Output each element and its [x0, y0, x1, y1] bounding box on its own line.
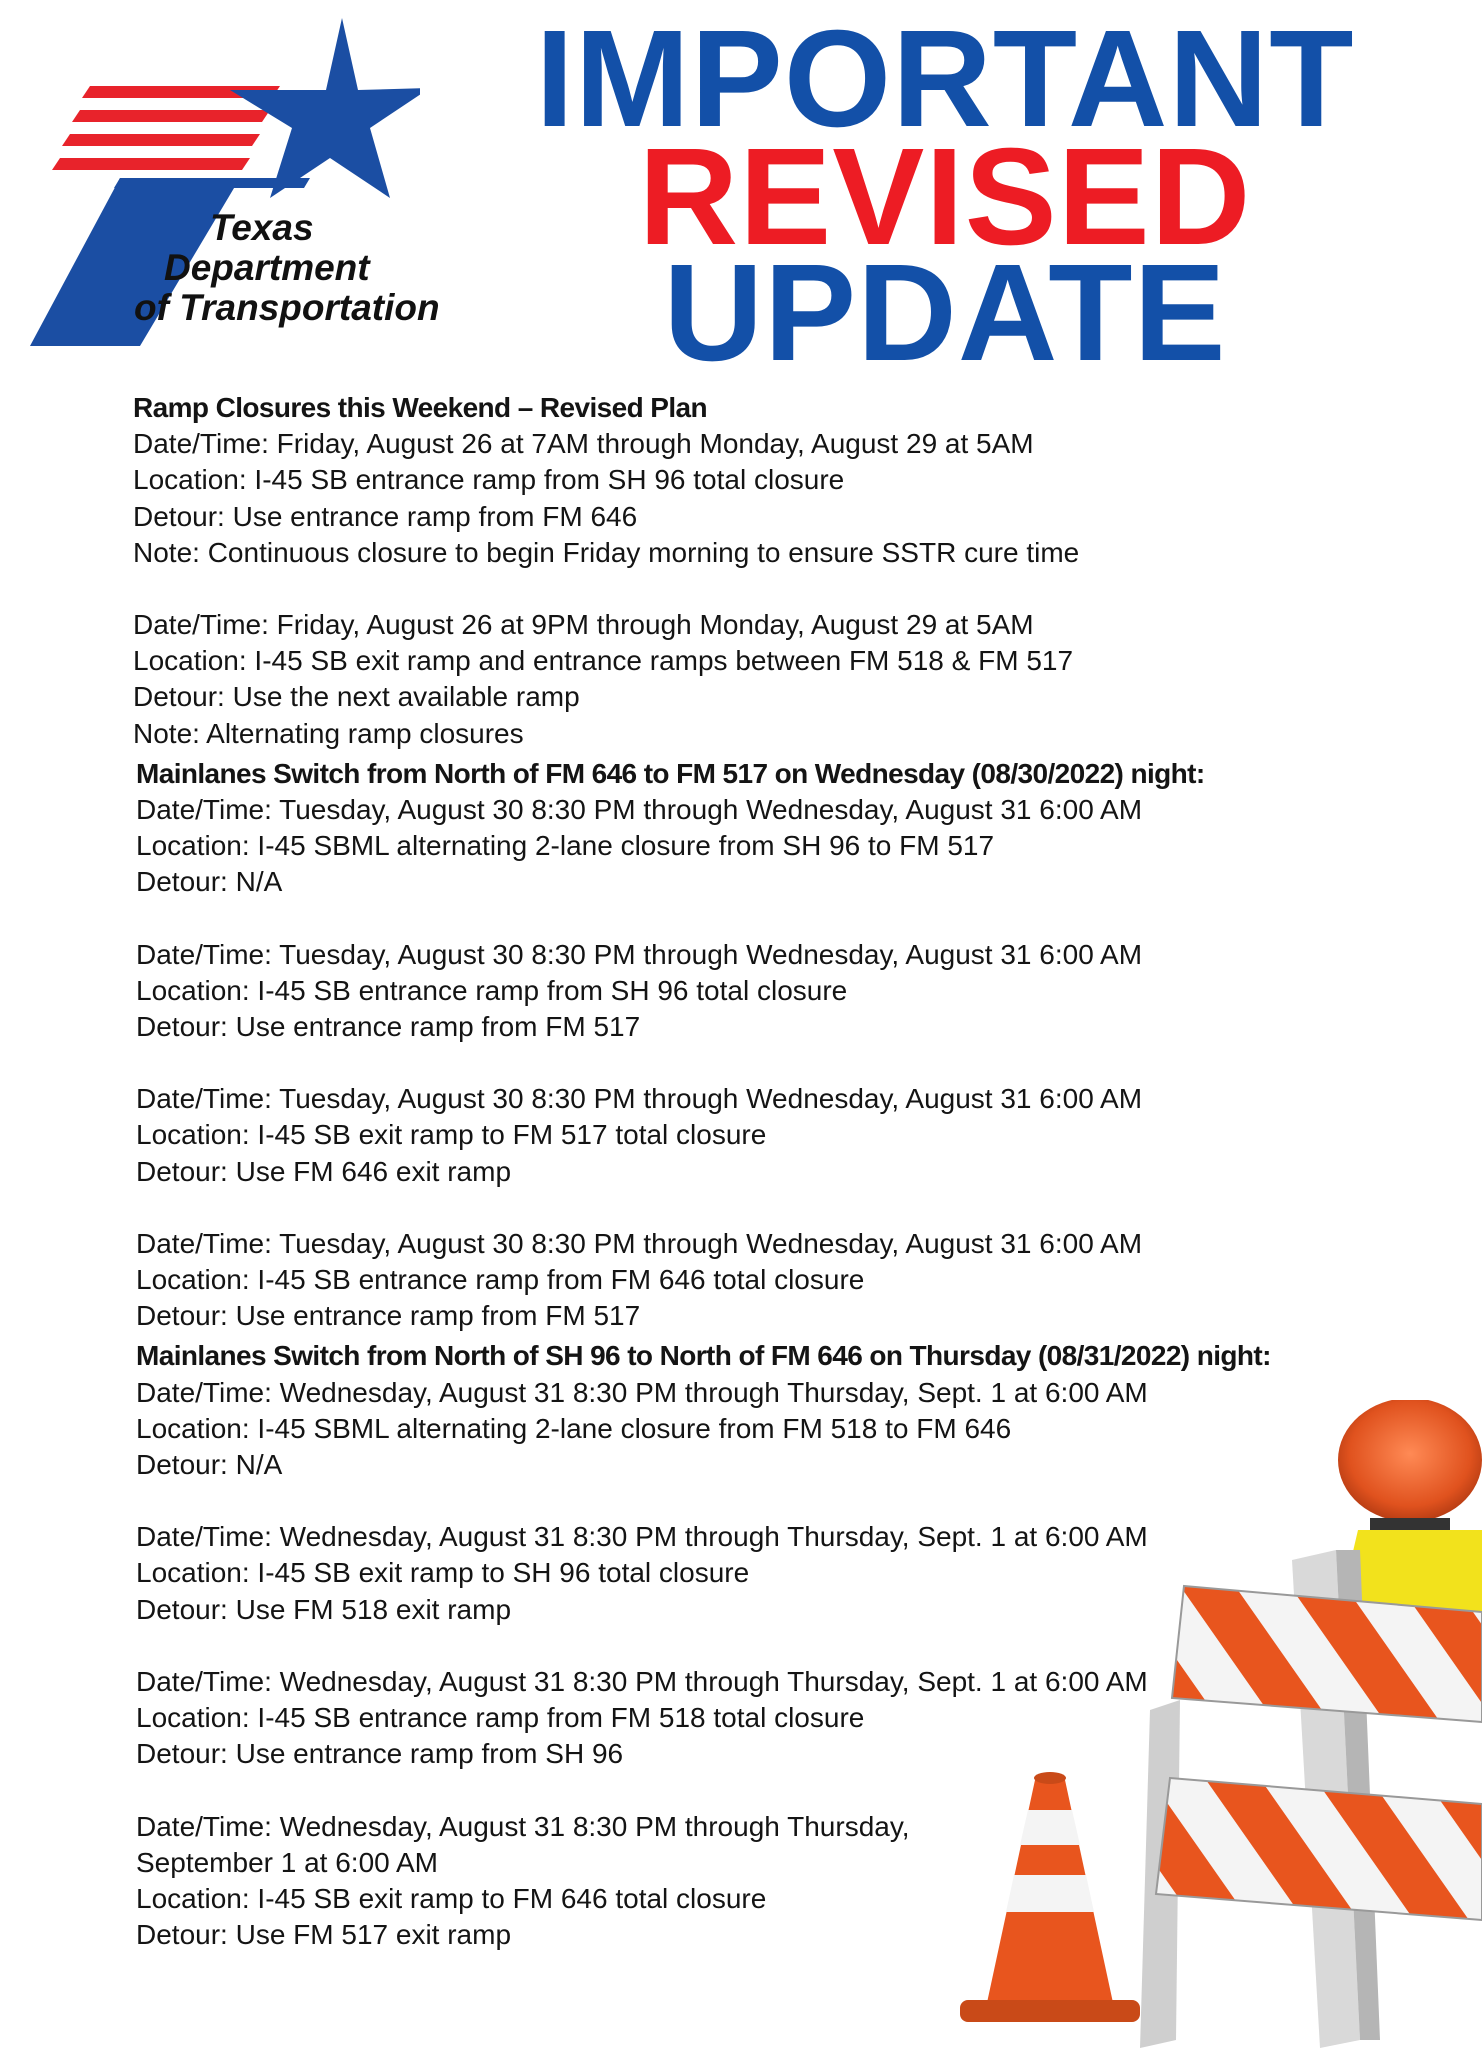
warning-light-icon: [1338, 1400, 1482, 1522]
closure-datetime: Date/Time: Wednesday, August 31 8:30 PM through Thursday, Sept. 1 at 6:00 AM: [136, 1665, 1148, 1697]
closure-detour: Detour: N/A: [136, 866, 283, 898]
closure-detour: Detour: Use entrance ramp from FM 517: [136, 1011, 641, 1043]
closure-detour: Detour: Use entrance ramp from FM 517: [136, 1300, 641, 1332]
section-heading-wednesday-switch: Mainlanes Switch from North of FM 646 to FM 517 on Wednesday (08/30/2022) night:: [136, 757, 1205, 789]
closure-datetime: Date/Time: Tuesday, August 30 8:30 PM through Wednesday, August 31 6:00 AM: [136, 938, 1143, 970]
closure-datetime: Date/Time: Wednesday, August 31 8:30 PM through Thursday, Sept. 1 at 6:00 AM: [136, 1521, 1148, 1553]
headline-update: UPDATE: [663, 236, 1227, 390]
closure-datetime: Date/Time: Wednesday, August 31 8:30 PM through Thursday,: [136, 1810, 910, 1842]
closure-location: Location: I-45 SB exit ramp to SH 96 total closure: [136, 1557, 750, 1589]
closure-location: Location: I-45 SBML alternating 2-lane closure from SH 96 to FM 517: [136, 830, 995, 862]
headline-important: IMPORTANT: [535, 2, 1355, 156]
closure-entry: [133, 426, 1313, 571]
closure-entry: [133, 792, 1313, 901]
closure-location: Location: I-45 SB exit ramp to FM 646 total closure: [136, 1882, 767, 1914]
closure-detour: Detour: Use entrance ramp from SH 96: [136, 1738, 624, 1770]
closure-note: Note: Continuous closure to begin Friday morning to ensure SSTR cure time: [133, 536, 1080, 568]
section-heading-ramp-closures: Ramp Closures this Weekend – Revised Plan: [133, 392, 707, 423]
closure-location: Location: I-45 SBML alternating 2-lane closure from FM 518 to FM 646: [136, 1412, 1012, 1444]
closure-datetime: Date/Time: Tuesday, August 30 8:30 PM through Wednesday, August 31 6:00 AM: [136, 794, 1143, 826]
closure-detour: Detour: N/A: [136, 1449, 283, 1481]
closure-detour: Detour: Use the next available ramp: [133, 681, 580, 713]
closure-location: Location: I-45 SB exit ramp and entrance ramps between FM 518 & FM 517: [133, 645, 1074, 677]
section-heading-thursday-switch: Mainlanes Switch from North of SH 96 to North of FM 646 on Thursday (08/31/2022) night:: [136, 1340, 1271, 1372]
closure-location: Location: I-45 SB entrance ramp from SH 96 total closure: [133, 464, 845, 496]
closure-entry: [133, 1081, 1313, 1190]
logo-text-line1: Texas: [210, 207, 314, 248]
closure-entry: [133, 607, 1313, 752]
closure-detour: Detour: Use FM 518 exit ramp: [136, 1593, 512, 1625]
logo-text-line2: Department: [164, 247, 370, 288]
closure-datetime: Date/Time: Tuesday, August 30 8:30 PM through Wednesday, August 31 6:00 AM: [136, 1083, 1143, 1115]
closure-detour: Detour: Use FM 646 exit ramp: [136, 1155, 512, 1187]
closure-datetime: Date/Time: Friday, August 26 at 7AM through Monday, August 29 at 5AM: [133, 428, 1034, 460]
closure-entry: [133, 1226, 1313, 1335]
closure-detour: Detour: Use entrance ramp from FM 646: [133, 500, 638, 532]
closure-location: Location: I-45 SB entrance ramp from SH 96 total closure: [136, 974, 848, 1006]
closure-datetime-continued: September 1 at 6:00 AM: [136, 1846, 438, 1878]
closure-entry: [133, 937, 1313, 1046]
txdot-logo: [30, 18, 440, 348]
closure-location: Location: I-45 SB exit ramp to FM 517 total closure: [136, 1119, 767, 1151]
logo-text-line3: of Transportation: [134, 287, 440, 328]
closure-datetime: Date/Time: Tuesday, August 30 8:30 PM through Wednesday, August 31 6:00 AM: [136, 1227, 1143, 1259]
closure-note: Note: Alternating ramp closures: [133, 717, 524, 749]
headline-revised: REVISED: [638, 120, 1252, 274]
closure-datetime: Date/Time: Friday, August 26 at 9PM through Monday, August 29 at 5AM: [133, 609, 1034, 641]
barricade-drawing: [940, 1400, 1482, 2048]
closure-location: Location: I-45 SB entrance ramp from FM 518 total closure: [136, 1702, 865, 1734]
road-barricade-illustration: [940, 1400, 1482, 2048]
closure-detour: Detour: Use FM 517 exit ramp: [136, 1919, 512, 1951]
closure-datetime: Date/Time: Wednesday, August 31 8:30 PM through Thursday, Sept. 1 at 6:00 AM: [136, 1376, 1148, 1408]
closure-location: Location: I-45 SB entrance ramp from FM 646 total closure: [136, 1264, 865, 1296]
